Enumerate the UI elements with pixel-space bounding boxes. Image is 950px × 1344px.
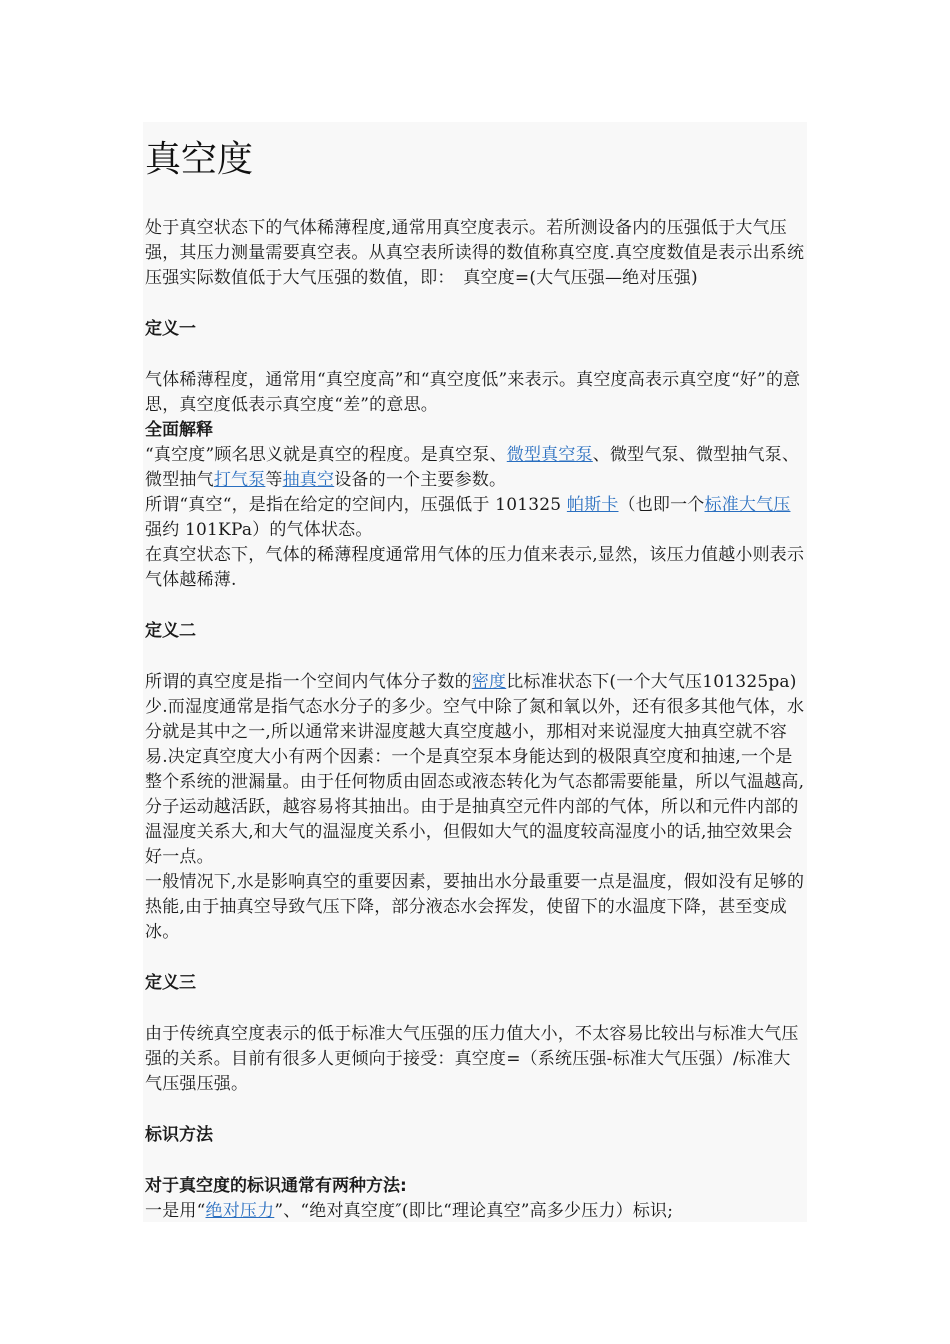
absolute-pressure-link[interactable]: 绝对压力 <box>205 1201 275 1221</box>
text-span: 所谓“真空“，是指在给定的空间内，压强低于 101325 <box>145 495 567 515</box>
micro-vacuum-pump-link[interactable]: 微型真空泵 <box>506 445 593 465</box>
vacuum-definition-paragraph <box>145 493 807 543</box>
document-content <box>145 122 807 1224</box>
definition1-paragraph: 气体稀薄程度，通常用“真空度高”和“真空度低”来表示。真空度高表示真空度“好”的意思，真空度低表示真空度“差”的意思。 <box>145 370 801 415</box>
full-explanation-heading: 全面解释 <box>145 420 213 440</box>
vacuum-extraction-link[interactable]: 抽真空 <box>282 470 335 490</box>
standard-atmosphere-link[interactable]: 标准大气压 <box>704 495 791 515</box>
text-span: （也即一个 <box>618 495 705 515</box>
marking-method-subheading: 对于真空度的标识通常有两种方法: <box>145 1176 407 1196</box>
text-span: 比标准状态下(一个大气压101325pa)少.而湿度通常是指气态水分子的多少。空气中除了氮和氧以外，还有很多其他气体，水分就是其中之一,所以通常来讲湿度越大真空度越小，那相对来说湿度大抽真空就不容易.决定真空度大小有两个因素：一个是真空泵本身能达到的极限真空度和抽速,一个是整个系统的泄漏量。由于任何物质由固态或液态转化为气态都需要能量，所以气温越高,分子运动越活跃，越容易将其抽出。由于是抽真空元件内部的气体，所以和元件内部的温湿度关系大,和大气的温湿度关系小，但假如大气的温度较高湿度小的话,抽空效果会好一点。 <box>145 672 805 867</box>
text-span: 设备的一个主要参数。 <box>334 470 507 490</box>
marking-method-line <box>145 1199 807 1224</box>
page-title: 真空度 <box>145 139 254 180</box>
density-link[interactable]: 密度 <box>471 672 507 692</box>
definition3-paragraph: 由于传统真空度表示的低于标准大气压强的压力值大小，不太容易比较出与标准大气压强的关系。目前有很多人更倾向于接受：真空度=（系统压强-标准大气压强）/标准大气压强压强。 <box>145 1024 799 1094</box>
pascal-link[interactable]: 帕斯卡 <box>566 495 619 515</box>
vacuum-state-paragraph: 在真空状态下，气体的稀薄程度通常用气体的压力值来表示,显然，该压力值越小则表示气体越稀薄. <box>145 545 805 590</box>
air-pump-link[interactable]: 打气泵 <box>213 470 266 490</box>
definition3-heading: 定义三 <box>145 973 196 993</box>
text-span: 等 <box>265 470 283 490</box>
definition1-explanation-paragraph <box>145 443 807 493</box>
text-span: 强约 101KPa）的气体状态。 <box>145 520 373 540</box>
text-span: 所谓的真空度是指一个空间内气体分子数的 <box>145 672 472 692</box>
marking-method-heading: 标识方法 <box>145 1125 213 1145</box>
definition2-paragraph <box>145 670 807 870</box>
text-span: “真空度”顾名思义就是真空的程度。是真空泵、 <box>145 445 507 465</box>
water-factor-paragraph: 一般情况下,水是影响真空的重要因素，要抽出水分最重要一点是温度，假如没有足够的热能,由于抽真空导致气压下降，部分液态水会挥发，使留下的水温度下降，甚至变成冰。 <box>145 872 805 942</box>
text-span: ”、“绝对真空度″(即比“理论真空”高多少压力）标识; <box>274 1201 674 1221</box>
text-span: 、微型气泵、微型抽气泵、微型抽气 <box>145 445 800 490</box>
text-span: 一是用“ <box>145 1201 206 1221</box>
definition1-heading: 定义一 <box>145 319 196 339</box>
definition2-heading: 定义二 <box>145 621 196 641</box>
intro-paragraph: 处于真空状态下的气体稀薄程度,通常用真空度表示。若所测设备内的压强低于大气压强，其压力测量需要真空表。从真空表所读得的数值称真空度.真空度数值是表示出系统压强实际数值低于大气压强的数值，即： 真空度=(大气压强—绝对压强) <box>145 218 805 288</box>
